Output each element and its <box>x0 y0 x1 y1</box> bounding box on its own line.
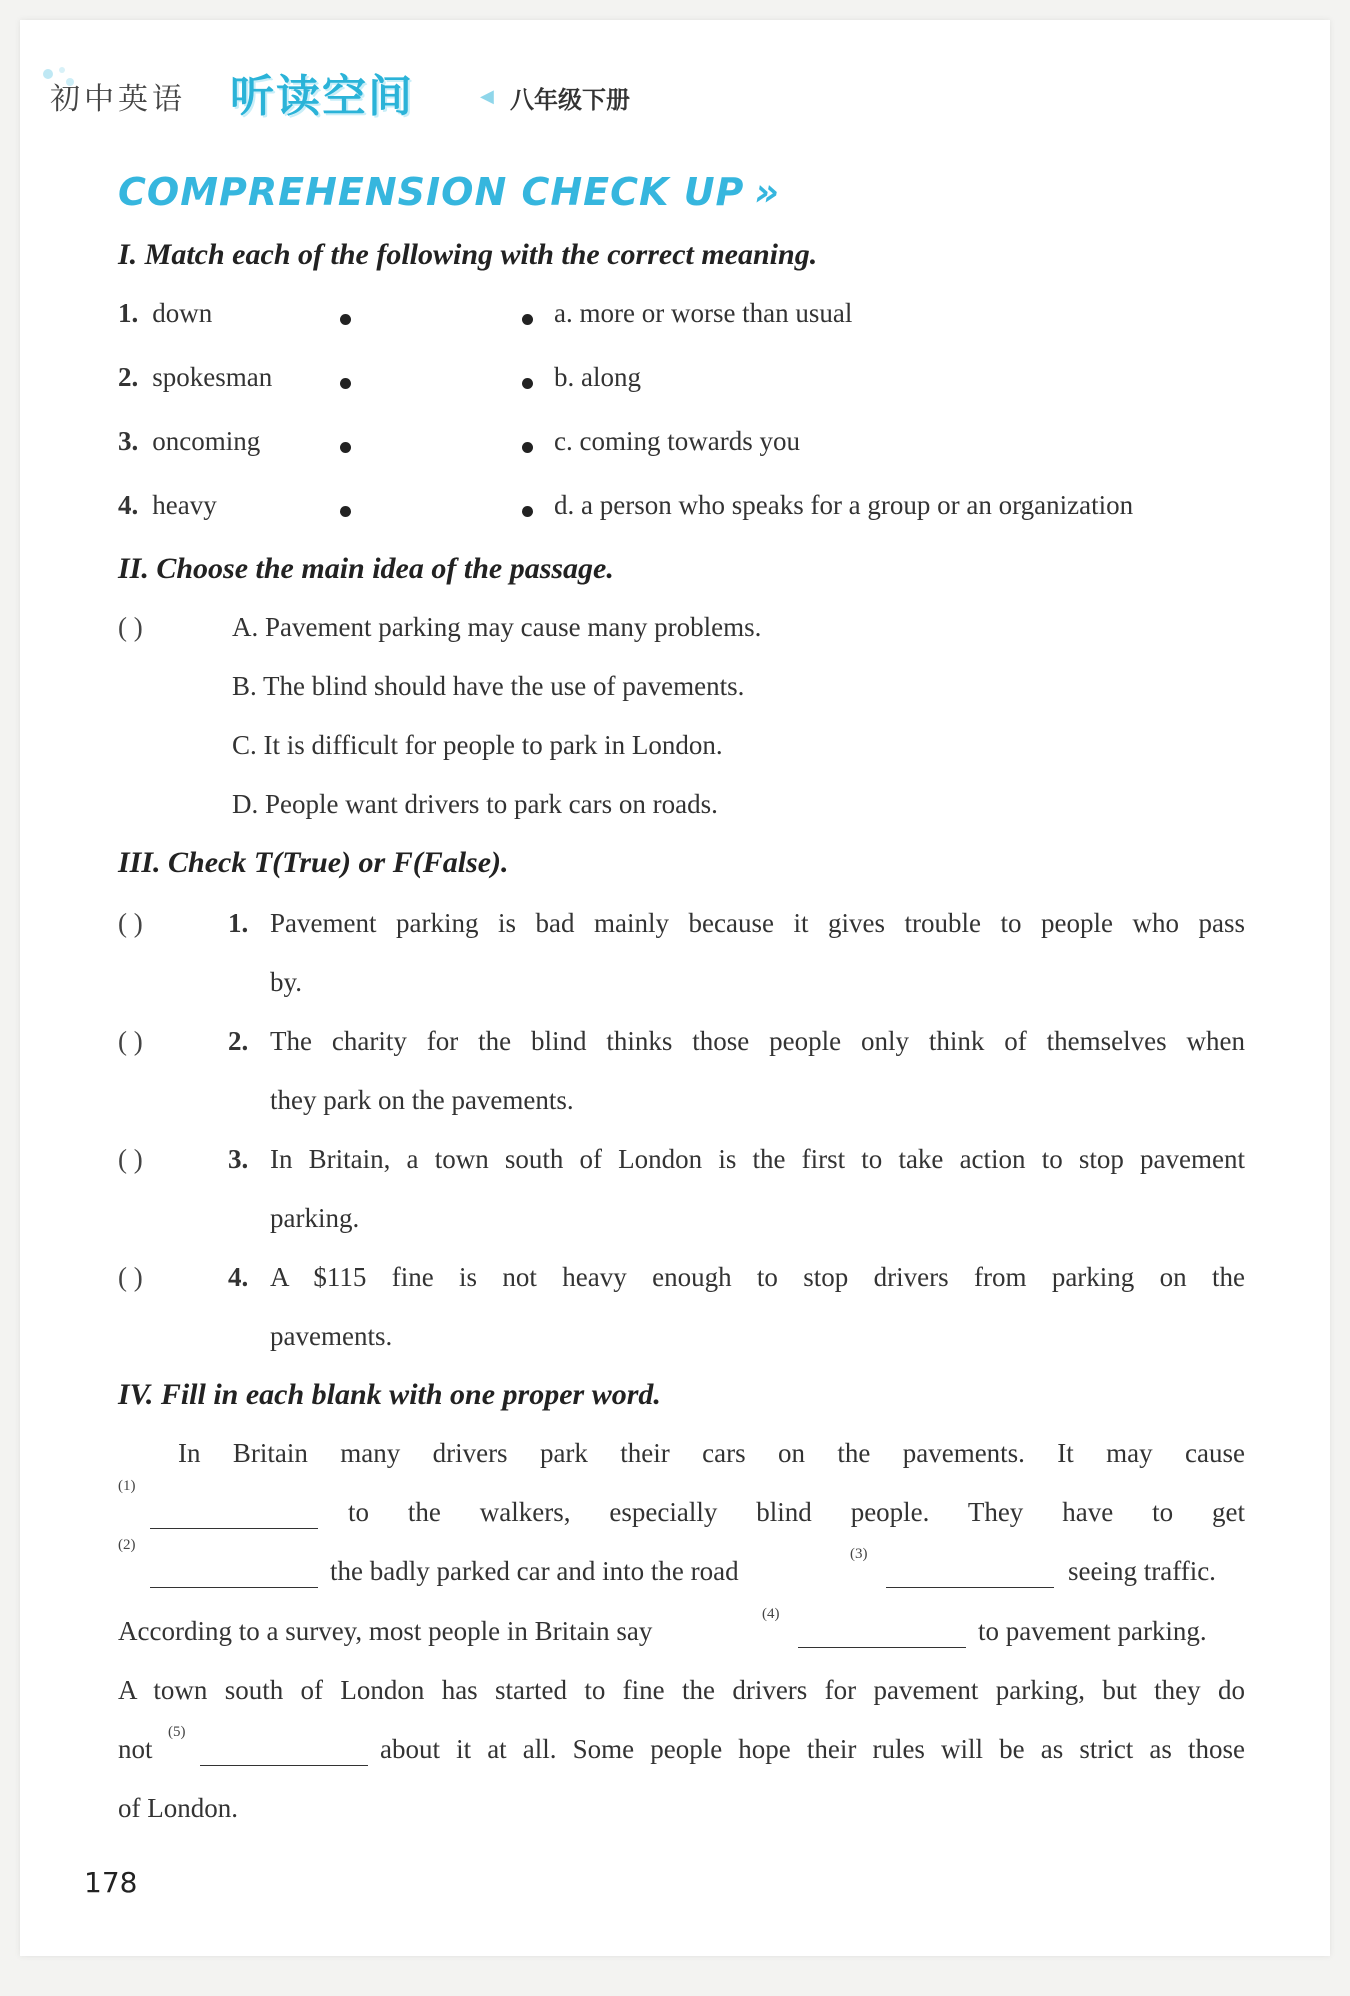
match-word: spokesman <box>152 362 273 392</box>
match-dot-left-2[interactable] <box>340 378 351 389</box>
match-meaning-b: b. along <box>554 362 641 392</box>
blank-label-1: (1) <box>118 1478 136 1494</box>
passage-line-6b: about it at all. Some people hope their rules will be as strict as those <box>380 1734 1245 1764</box>
blank-1[interactable] <box>150 1528 318 1529</box>
option-b: B. The blind should have the use of pavements. <box>232 671 745 701</box>
part2-title: II. Choose the main idea of the passage. <box>118 552 614 585</box>
answer-parentheses[interactable]: ( ) <box>118 908 143 938</box>
match-dot-right-b[interactable] <box>522 378 533 389</box>
passage-line-4a: According to a survey, most people in Britain say <box>118 1616 653 1646</box>
tf-statement-3: In Britain, a town south of London is the first to take action to stop pavement <box>270 1144 1245 1174</box>
tf-number <box>228 1144 262 1175</box>
passage-line-7: of London. <box>118 1793 238 1823</box>
passage-line-3a: the badly parked car and into the road <box>330 1556 739 1586</box>
blank-label-4: (4) <box>762 1606 780 1622</box>
grade-label: 八年级下册 <box>510 86 630 114</box>
match-dot-left-3[interactable] <box>340 442 351 453</box>
blank-label-5: (5) <box>168 1724 186 1740</box>
passage-line-4b: to pavement parking. <box>978 1616 1207 1646</box>
tf-statement-1: Pavement parking is bad mainly because it gives trouble to people who pass <box>270 908 1245 938</box>
blank-label-3: (3) <box>850 1546 868 1562</box>
option-d: D. People want drivers to park cars on roads. <box>232 789 718 819</box>
tf-statement-4: A $115 fine is not heavy enough to stop drivers from parking on the <box>270 1262 1245 1292</box>
match-dot-right-c[interactable] <box>522 442 533 453</box>
tf-statement-4-cont: pavements. <box>270 1321 393 1351</box>
passage-line-2: to the walkers, especially blind people. They have to get <box>348 1497 1245 1527</box>
answer-parentheses[interactable]: ( ) <box>118 612 143 642</box>
section-banner <box>118 170 780 214</box>
blank-5[interactable] <box>200 1765 368 1766</box>
answer-parentheses[interactable]: ( ) <box>118 1262 143 1292</box>
page-header <box>50 48 1300 148</box>
match-dot-left-1[interactable] <box>340 314 351 325</box>
passage-line-1: In Britain many drivers park their cars on the pavements. It may cause <box>178 1438 1245 1468</box>
match-dot-left-4[interactable] <box>340 506 351 517</box>
match-dot-right-a[interactable] <box>522 314 533 325</box>
match-meaning-c: c. coming towards you <box>554 426 800 456</box>
part3-title: III. Check T(True) or F(False). <box>118 846 509 879</box>
passage-line-5: A town south of London has started to fine the drivers for pavement parking, but they do <box>118 1675 1245 1705</box>
textbook-page <box>20 20 1330 1956</box>
tf-number <box>228 908 262 939</box>
arrow-icon: ◀ <box>480 86 494 106</box>
passage-line-6a: not <box>118 1734 153 1764</box>
page-number: 178 <box>84 1866 138 1899</box>
item-number: 3. <box>118 426 139 456</box>
match-word: heavy <box>152 490 217 520</box>
blank-2[interactable] <box>150 1587 318 1588</box>
match-dot-right-d[interactable] <box>522 506 533 517</box>
tf-number <box>228 1026 262 1057</box>
match-word-4 <box>118 490 217 521</box>
section-banner-text: COMPREHENSION CHECK UP <box>118 170 745 214</box>
part4-title: IV. Fill in each blank with one proper word. <box>118 1378 661 1411</box>
part1-title: I. Match each of the following with the correct meaning. <box>118 238 818 271</box>
match-word: oncoming <box>152 426 261 456</box>
item-number: 4. <box>118 490 139 520</box>
tf-statement-2: The charity for the blind thinks those people only think of themselves when <box>270 1026 1245 1056</box>
item-number: 2. <box>228 1026 249 1056</box>
blank-4[interactable] <box>798 1647 966 1648</box>
blank-label-2: (2) <box>118 1537 136 1553</box>
match-meaning-d: d. a person who speaks for a group or an organization <box>554 490 1134 520</box>
item-number: 4. <box>228 1262 249 1292</box>
series-name: 初中英语 <box>50 82 186 117</box>
option-a: A. Pavement parking may cause many problems. <box>232 612 762 642</box>
match-word-3 <box>118 426 260 457</box>
item-number: 3. <box>228 1144 249 1174</box>
answer-parentheses[interactable]: ( ) <box>118 1144 143 1174</box>
blank-3[interactable] <box>886 1587 1054 1588</box>
match-word-2 <box>118 362 272 393</box>
tf-statement-3-cont: parking. <box>270 1203 360 1233</box>
answer-parentheses[interactable]: ( ) <box>118 1026 143 1056</box>
double-chevron-icon: » <box>754 170 781 214</box>
item-number: 2. <box>118 362 139 392</box>
book-logo: 听读空间 <box>230 71 414 122</box>
tf-number <box>228 1262 262 1293</box>
passage-line-3b: seeing traffic. <box>1068 1556 1216 1586</box>
item-number: 1. <box>118 298 139 328</box>
tf-statement-2-cont: they park on the pavements. <box>270 1085 574 1115</box>
option-c: C. It is difficult for people to park in London. <box>232 730 723 760</box>
match-meaning-a: a. more or worse than usual <box>554 298 853 328</box>
match-word-1 <box>118 298 212 329</box>
tf-statement-1-cont: by. <box>270 967 302 997</box>
item-number: 1. <box>228 908 249 938</box>
match-word: down <box>152 298 213 328</box>
